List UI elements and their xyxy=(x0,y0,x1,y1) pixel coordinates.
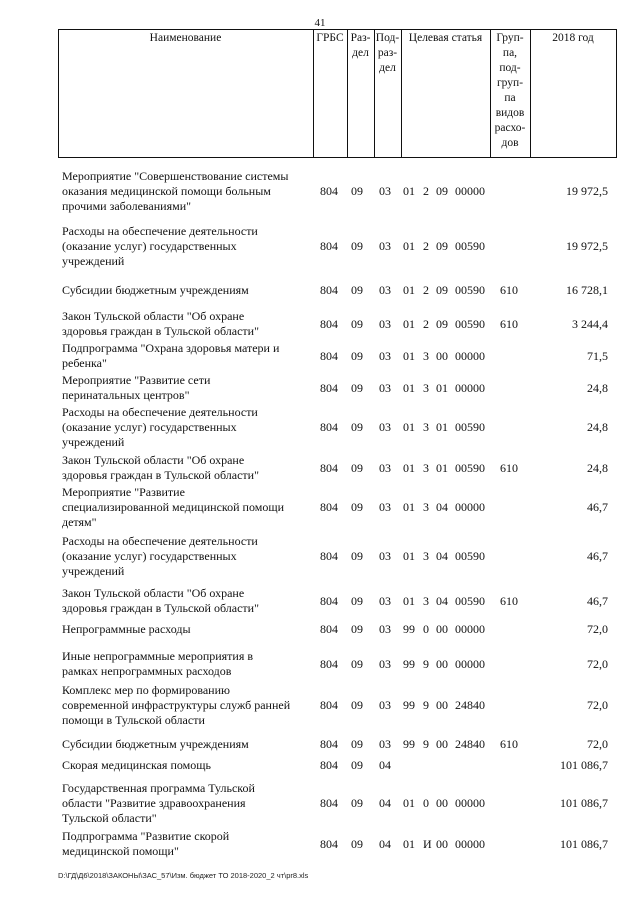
row-code-rz: 09 xyxy=(351,239,363,253)
row-name: Расходы на обеспечение деятельности (оказание услуг) государственных учреждений xyxy=(62,224,258,268)
row-code-t2: 2 xyxy=(423,239,429,253)
row-code-grbs: 804 xyxy=(320,420,338,434)
row-code-pr: 03 xyxy=(379,420,391,434)
row-name: Государственная программа Тульской области "Развитие здравоохранения Тульской области" xyxy=(62,781,255,825)
row-code-rz: 09 xyxy=(351,461,363,475)
header-year: 2018 год xyxy=(552,32,594,44)
row-code-t1: 01 xyxy=(403,381,415,395)
row-amount: 101 086,7 xyxy=(560,837,608,851)
row-code-t1: 01 xyxy=(403,239,415,253)
row-code-t2: 3 xyxy=(423,461,429,475)
header-top-rule xyxy=(58,29,616,30)
row-code-pr: 03 xyxy=(379,549,391,563)
row-code-t4: 00590 xyxy=(455,594,485,608)
row-code-grbs: 804 xyxy=(320,737,338,751)
row-code-pr: 03 xyxy=(379,622,391,636)
row-code-t2: 3 xyxy=(423,349,429,363)
row-code-pr: 03 xyxy=(379,737,391,751)
row-code-pr: 03 xyxy=(379,500,391,514)
row-code-vr: 610 xyxy=(500,737,518,751)
row-amount: 19 972,5 xyxy=(566,184,608,198)
row-name: Скорая медицинская помощь xyxy=(62,758,211,772)
row-code-t4: 00590 xyxy=(455,317,485,331)
file-path-footer: D:\ГД\Д6\2018\ЗАКОНЫ\ЗАС_57\Изм. бюджет ТО 2018-2020_2 чт\pr8.xls xyxy=(58,871,309,880)
row-code-t4: 24840 xyxy=(455,698,485,712)
row-code-t4: 00000 xyxy=(455,500,485,514)
row-code-vr: 610 xyxy=(500,283,518,297)
row-code-t3: 00 xyxy=(436,698,448,712)
row-amount: 72,0 xyxy=(587,698,608,712)
row-code-t3: 09 xyxy=(436,283,448,297)
header-name: Наименование xyxy=(149,32,222,44)
header-grbs: ГРБС xyxy=(316,32,344,44)
row-code-grbs: 804 xyxy=(320,461,338,475)
row-code-pr: 04 xyxy=(379,837,391,851)
row-code-rz: 09 xyxy=(351,420,363,434)
header-divider xyxy=(530,29,531,158)
row-code-t4: 00000 xyxy=(455,796,485,810)
row-name: Субсидии бюджетным учреждениям xyxy=(62,283,249,297)
row-code-rz: 09 xyxy=(351,657,363,671)
row-name: Иные непрограммные мероприятия в рамках непрограммных расходов xyxy=(62,649,254,678)
row-name: Закон Тульской области "Об охране здоровья граждан в Тульской области" xyxy=(62,586,259,615)
row-code-grbs: 804 xyxy=(320,657,338,671)
row-code-pr: 04 xyxy=(379,796,391,810)
row-code-t3: 04 xyxy=(436,500,448,514)
row-code-t4: 00590 xyxy=(455,461,485,475)
header-razdel: Раз- дел xyxy=(350,32,371,59)
row-code-t4: 00590 xyxy=(455,420,485,434)
row-code-pr: 03 xyxy=(379,349,391,363)
row-code-rz: 09 xyxy=(351,737,363,751)
row-code-pr: 03 xyxy=(379,381,391,395)
row-code-t3: 04 xyxy=(436,549,448,563)
row-name: Мероприятие "Совершенствование системы оказания медицинской помощи больным прочими заболеваниями" xyxy=(62,169,289,213)
row-code-t1: 01 xyxy=(403,594,415,608)
row-code-t2: 9 xyxy=(423,737,429,751)
row-code-t2: 2 xyxy=(423,317,429,331)
row-code-t4: 00000 xyxy=(455,349,485,363)
row-code-vr: 610 xyxy=(500,594,518,608)
row-code-pr: 03 xyxy=(379,317,391,331)
row-name: Закон Тульской области "Об охране здоровья граждан в Тульской области" xyxy=(62,309,259,338)
row-code-t2: 0 xyxy=(423,796,429,810)
header-bottom-rule xyxy=(58,157,616,158)
row-code-t3: 00 xyxy=(436,349,448,363)
row-code-t4: 00590 xyxy=(455,549,485,563)
row-amount: 101 086,7 xyxy=(560,796,608,810)
header-podrazdel: Под- раз- дел xyxy=(375,32,400,74)
header-divider xyxy=(313,29,314,158)
row-amount: 46,7 xyxy=(587,500,608,514)
row-code-t1: 99 xyxy=(403,698,415,712)
row-name: Подпрограмма "Охрана здоровья матери и ребенка" xyxy=(62,341,280,370)
row-code-t2: 3 xyxy=(423,381,429,395)
header-divider xyxy=(58,29,59,158)
header-divider xyxy=(616,29,617,158)
row-code-t3: 00 xyxy=(436,622,448,636)
row-code-t4: 00000 xyxy=(455,381,485,395)
row-code-pr: 03 xyxy=(379,698,391,712)
row-code-rz: 09 xyxy=(351,349,363,363)
row-name: Комплекс мер по формированию современной инфраструктуры служб ранней помощи в Тульской области xyxy=(62,683,291,727)
header-expense-group: Груп- па, под- груп- па видов расхо- дов xyxy=(494,32,526,149)
row-amount: 101 086,7 xyxy=(560,758,608,772)
row-name: Подпрограмма "Развитие скорой медицинской помощи" xyxy=(62,829,230,858)
row-code-grbs: 804 xyxy=(320,698,338,712)
row-code-t1: 99 xyxy=(403,657,415,671)
row-code-t1: 01 xyxy=(403,549,415,563)
row-name: Закон Тульской области "Об охране здоровья граждан в Тульской области" xyxy=(62,453,259,482)
row-code-t3: 01 xyxy=(436,381,448,395)
row-code-pr: 04 xyxy=(379,758,391,772)
row-code-vr: 610 xyxy=(500,461,518,475)
row-amount: 3 244,4 xyxy=(572,317,608,331)
row-code-grbs: 804 xyxy=(320,349,338,363)
row-code-t1: 01 xyxy=(403,349,415,363)
row-amount: 46,7 xyxy=(587,549,608,563)
header-target-article: Целевая статья xyxy=(408,32,483,44)
row-code-t3: 09 xyxy=(436,317,448,331)
row-amount: 16 728,1 xyxy=(566,283,608,297)
row-amount: 24,8 xyxy=(587,381,608,395)
row-code-pr: 03 xyxy=(379,184,391,198)
row-name: Субсидии бюджетным учреждениям xyxy=(62,737,249,751)
row-amount: 72,0 xyxy=(587,737,608,751)
row-code-t2: 9 xyxy=(423,698,429,712)
row-code-rz: 09 xyxy=(351,184,363,198)
row-code-t3: 00 xyxy=(436,837,448,851)
row-code-grbs: 804 xyxy=(320,381,338,395)
row-name: Расходы на обеспечение деятельности (оказание услуг) государственных учреждений xyxy=(62,405,258,449)
row-code-t4: 24840 xyxy=(455,737,485,751)
row-code-t2: 3 xyxy=(423,420,429,434)
row-code-t1: 01 xyxy=(403,317,415,331)
row-code-t1: 01 xyxy=(403,837,415,851)
header-divider xyxy=(401,29,402,158)
row-code-rz: 09 xyxy=(351,549,363,563)
row-code-t2: 2 xyxy=(423,184,429,198)
row-code-vr: 610 xyxy=(500,317,518,331)
row-code-grbs: 804 xyxy=(320,184,338,198)
row-code-rz: 09 xyxy=(351,622,363,636)
row-code-t1: 01 xyxy=(403,461,415,475)
row-code-grbs: 804 xyxy=(320,594,338,608)
row-amount: 72,0 xyxy=(587,657,608,671)
row-amount: 19 972,5 xyxy=(566,239,608,253)
row-code-t1: 01 xyxy=(403,796,415,810)
row-code-t1: 01 xyxy=(403,184,415,198)
row-code-pr: 03 xyxy=(379,594,391,608)
row-code-rz: 09 xyxy=(351,381,363,395)
row-code-t3: 00 xyxy=(436,796,448,810)
row-code-rz: 09 xyxy=(351,796,363,810)
row-code-t1: 01 xyxy=(403,500,415,514)
row-code-t1: 99 xyxy=(403,737,415,751)
row-code-t2: 3 xyxy=(423,500,429,514)
row-code-rz: 09 xyxy=(351,698,363,712)
row-code-t4: 00590 xyxy=(455,283,485,297)
row-code-t2: 3 xyxy=(423,594,429,608)
row-code-pr: 03 xyxy=(379,239,391,253)
row-name: Мероприятие "Развитие сети перинатальных центров" xyxy=(62,373,211,402)
page-number: 41 xyxy=(314,17,326,29)
row-code-t3: 00 xyxy=(436,657,448,671)
row-code-pr: 03 xyxy=(379,283,391,297)
row-code-grbs: 804 xyxy=(320,622,338,636)
row-amount: 72,0 xyxy=(587,622,608,636)
row-code-t4: 00000 xyxy=(455,657,485,671)
row-code-pr: 03 xyxy=(379,461,391,475)
row-amount: 24,8 xyxy=(587,461,608,475)
row-code-grbs: 804 xyxy=(320,549,338,563)
row-code-grbs: 804 xyxy=(320,837,338,851)
row-code-t2: 2 xyxy=(423,283,429,297)
row-code-t3: 01 xyxy=(436,420,448,434)
row-amount: 71,5 xyxy=(587,349,608,363)
row-code-rz: 09 xyxy=(351,500,363,514)
row-code-t3: 09 xyxy=(436,239,448,253)
row-code-grbs: 804 xyxy=(320,283,338,297)
row-name: Мероприятие "Развитие специализированной медицинской помощи детям" xyxy=(62,485,284,529)
row-code-t4: 00000 xyxy=(455,622,485,636)
row-code-t3: 09 xyxy=(436,184,448,198)
row-code-grbs: 804 xyxy=(320,500,338,514)
row-code-grbs: 804 xyxy=(320,239,338,253)
row-code-t1: 01 xyxy=(403,420,415,434)
row-code-rz: 09 xyxy=(351,837,363,851)
row-code-grbs: 804 xyxy=(320,796,338,810)
row-code-grbs: 804 xyxy=(320,317,338,331)
row-code-rz: 09 xyxy=(351,317,363,331)
row-code-t3: 00 xyxy=(436,737,448,751)
row-code-t2: 0 xyxy=(423,622,429,636)
row-code-t2: И xyxy=(423,837,432,851)
row-code-t3: 04 xyxy=(436,594,448,608)
row-code-pr: 03 xyxy=(379,657,391,671)
row-code-t2: 3 xyxy=(423,549,429,563)
row-code-t2: 9 xyxy=(423,657,429,671)
row-code-t3: 01 xyxy=(436,461,448,475)
row-code-rz: 09 xyxy=(351,594,363,608)
row-amount: 46,7 xyxy=(587,594,608,608)
row-code-t4: 00590 xyxy=(455,239,485,253)
row-amount: 24,8 xyxy=(587,420,608,434)
row-code-rz: 09 xyxy=(351,283,363,297)
row-code-rz: 09 xyxy=(351,758,363,772)
row-name: Непрограммные расходы xyxy=(62,622,191,636)
row-code-t1: 01 xyxy=(403,283,415,297)
row-name: Расходы на обеспечение деятельности (оказание услуг) государственных учреждений xyxy=(62,534,258,578)
row-code-grbs: 804 xyxy=(320,758,338,772)
row-code-t1: 99 xyxy=(403,622,415,636)
row-code-t4: 00000 xyxy=(455,184,485,198)
row-code-t4: 00000 xyxy=(455,837,485,851)
